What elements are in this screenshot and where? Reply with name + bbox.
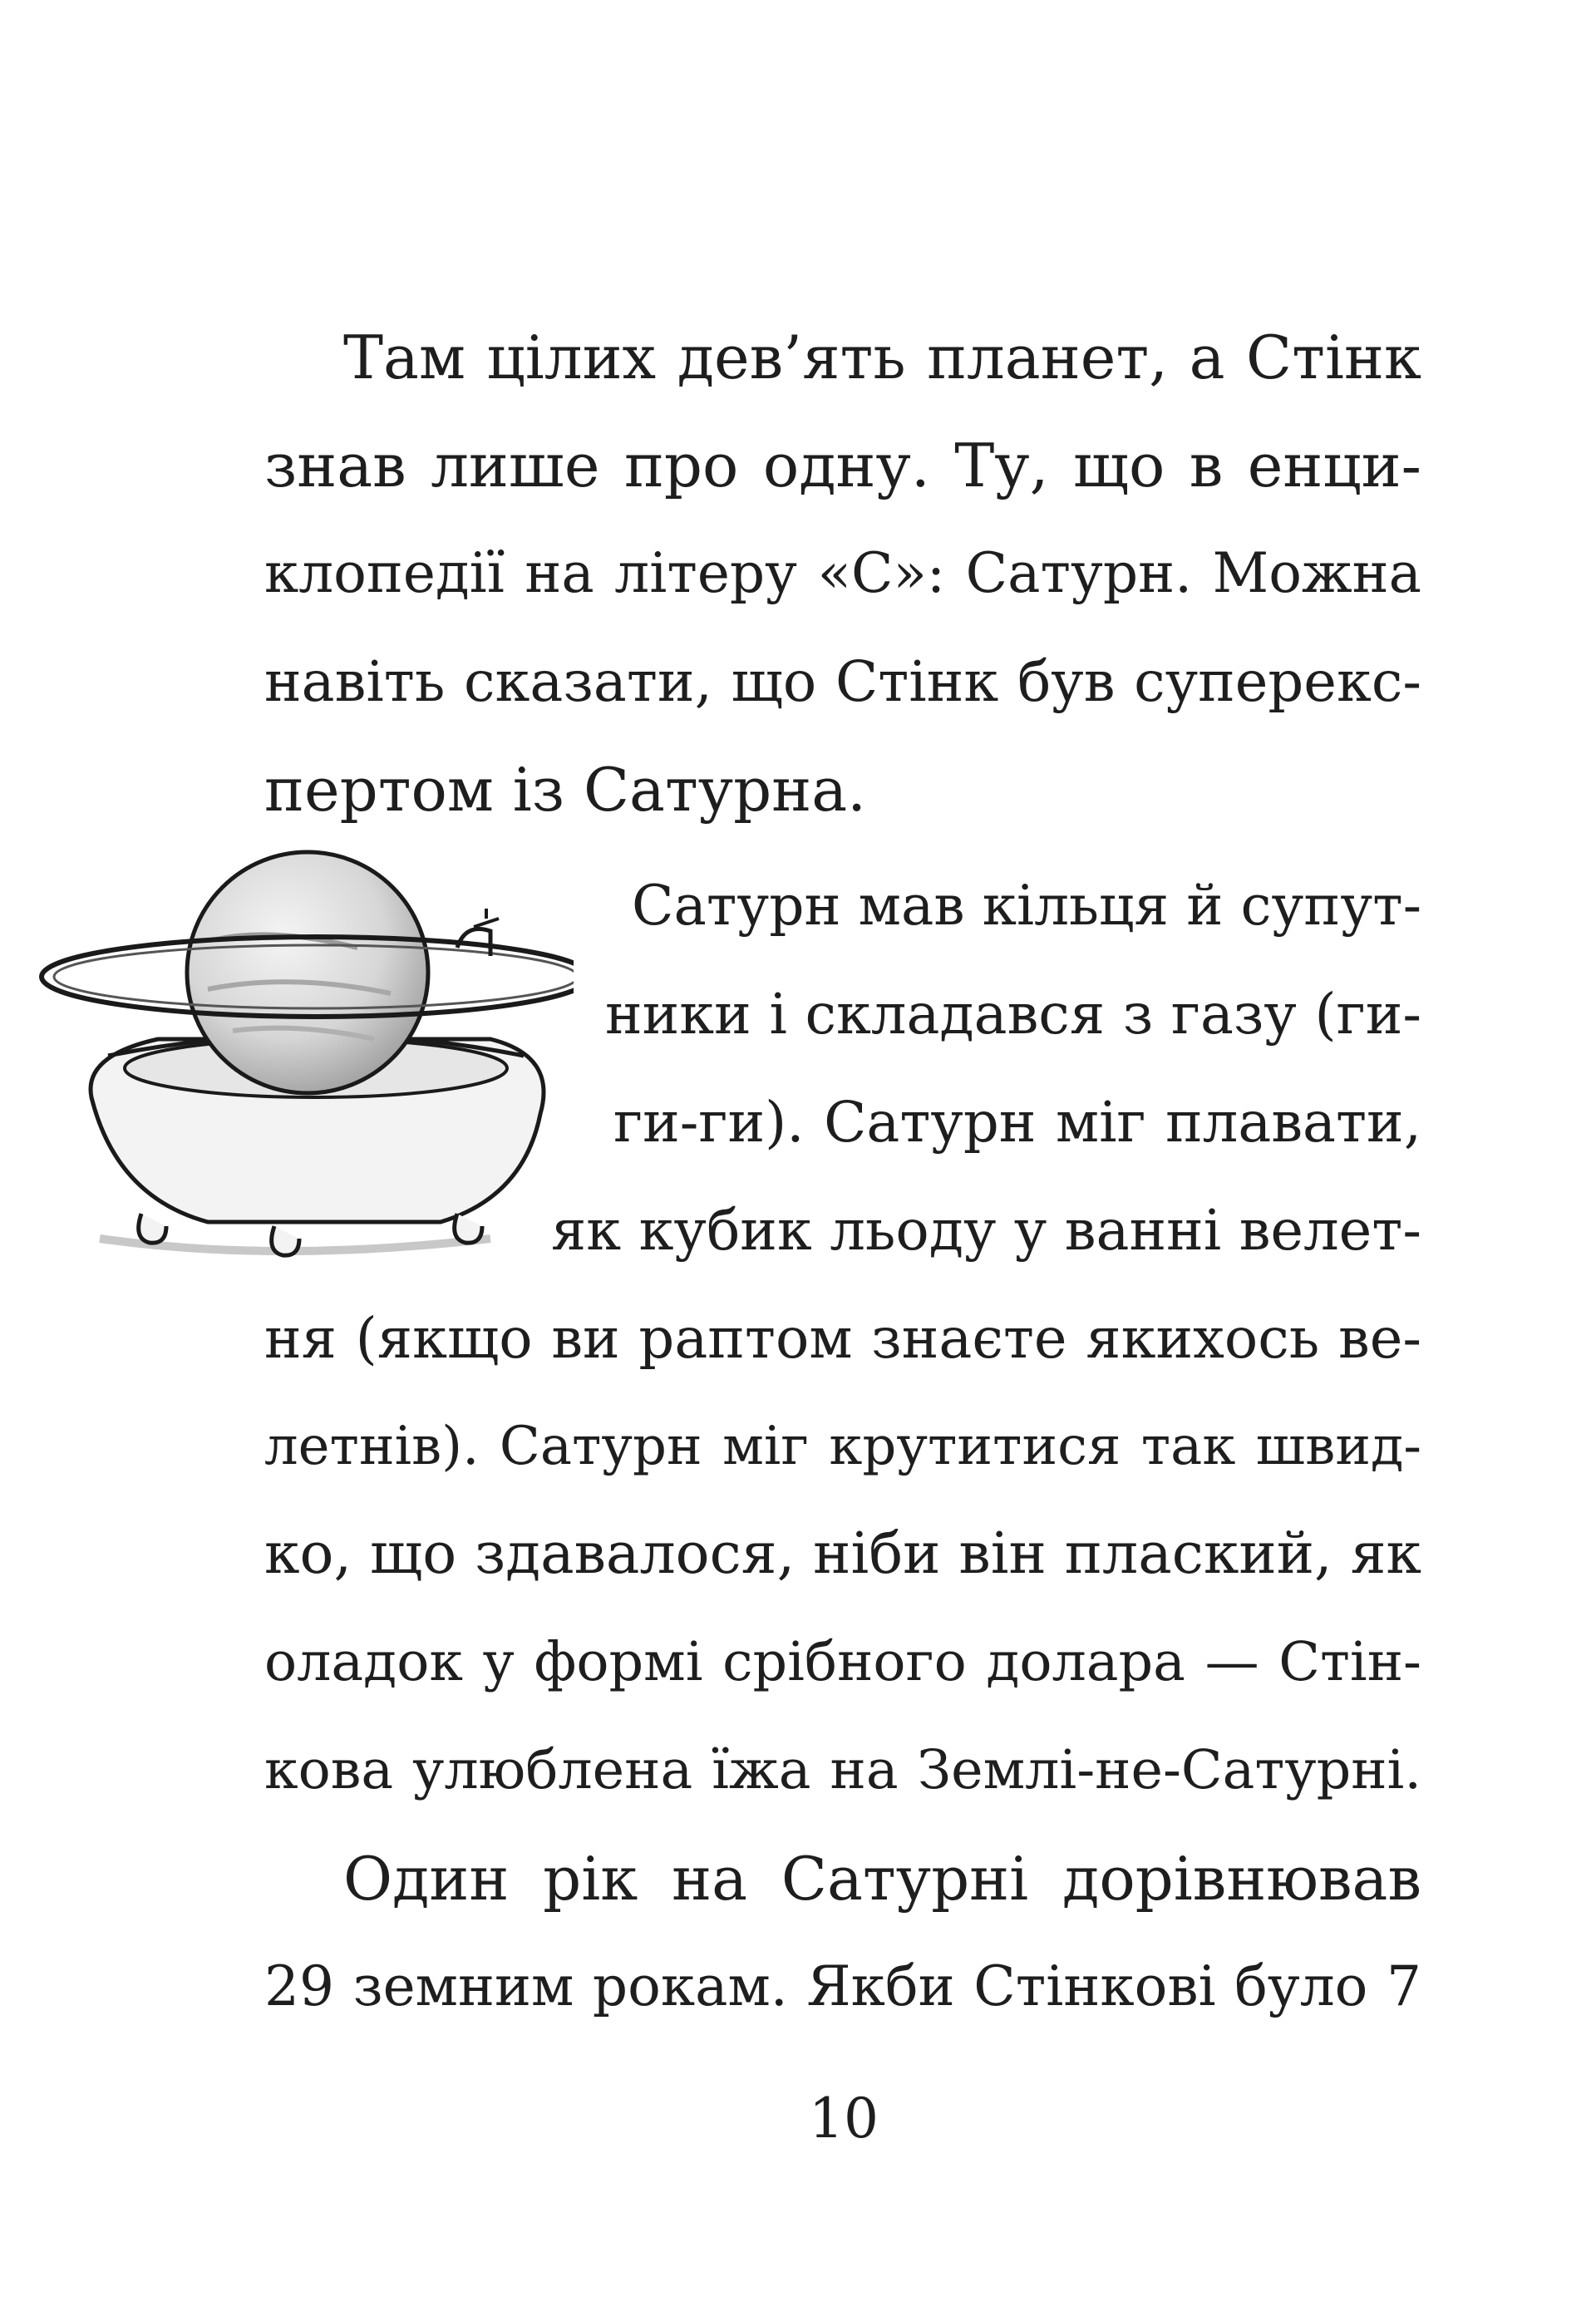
text-line: 29 земним рокам. Якби Стінкові було 7 [264, 1954, 1421, 2018]
text-line: летнів). Сатурн міг крутитися так швид- [264, 1416, 1421, 1477]
text-line: знав лише про одну. Ту, що в енци- [264, 431, 1421, 500]
text-line: навіть сказати, що Стінк був суперекс- [264, 649, 1421, 714]
text-line: ники і складався з газу (ги- [605, 982, 1421, 1047]
text-line: Там цілих дев’ять планет, а Стінк [343, 323, 1421, 392]
text-line: кова улюблена їжа на Землі-не-Сатурні. [264, 1739, 1421, 1801]
text-line: пертом із Сатурна. [264, 755, 867, 825]
text-line: ги-ги). Сатурн міг плавати, [613, 1090, 1421, 1155]
text-line: Один рік на Сатурні дорівнював [343, 1844, 1421, 1914]
text-line: ко, що здавалося, ніби він плаский, як [264, 1521, 1421, 1587]
saturn-in-bathtub-illustration [25, 848, 574, 1297]
text-line: оладок у формі срібного долара — Стін- [264, 1631, 1421, 1693]
text-line: Сатурн мав кільця й супут- [632, 874, 1421, 938]
page-number: 10 [809, 2087, 879, 2151]
text-line: як кубик льоду у ванні велет- [551, 1198, 1421, 1263]
text-line: ня (якщо ви раптом знаєте якихось ве- [264, 1306, 1421, 1371]
text-line: клопедії на літеру «С»: Сатурн. Можна [264, 541, 1421, 605]
